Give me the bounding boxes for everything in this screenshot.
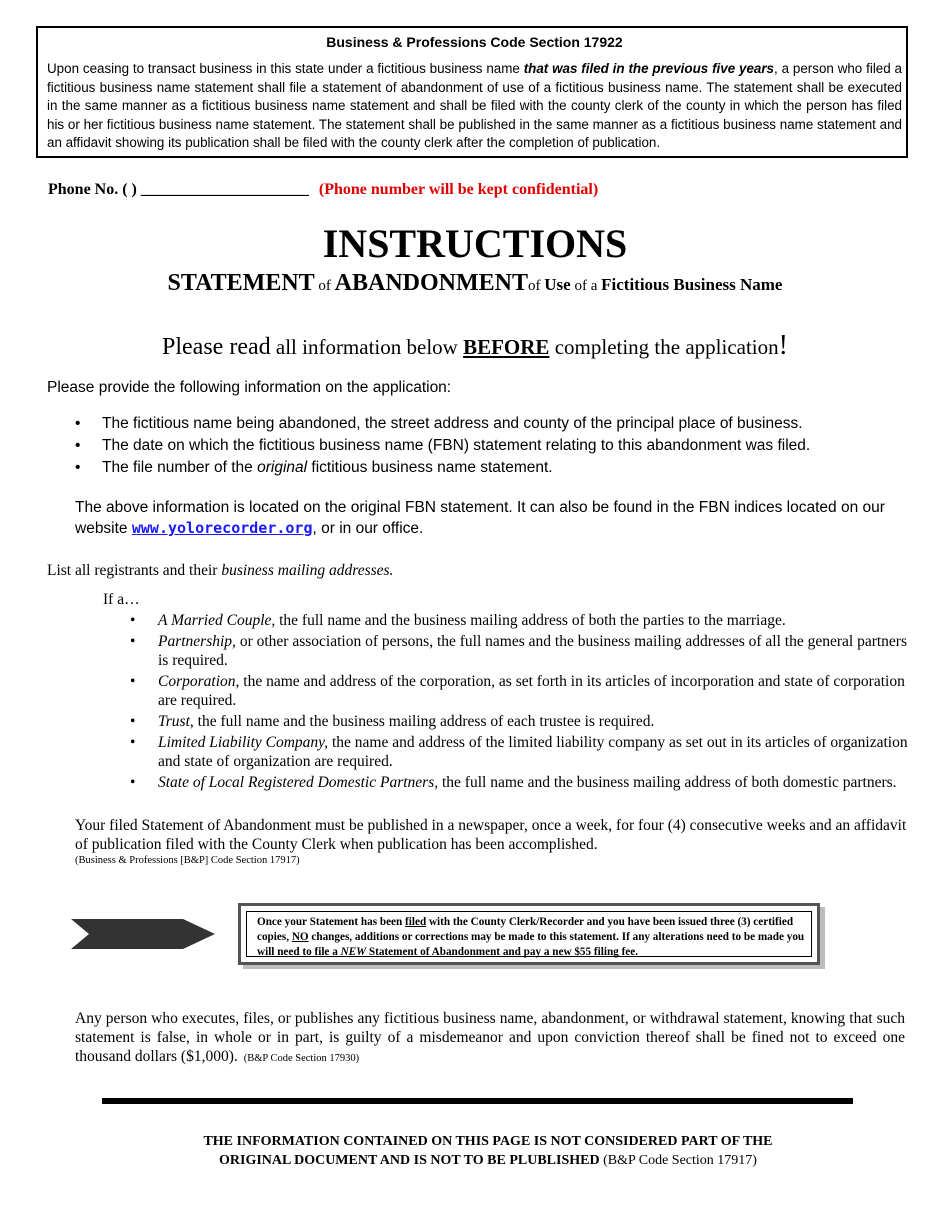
phone-number-line <box>48 181 598 199</box>
list-item: • A Married Couple, the full name and the business mailing address of both the parties to the marriage. <box>130 611 910 630</box>
list-item: • The date on which the fictitious business name (FBN) statement relating to this abandonment was filed. <box>75 436 915 458</box>
list-item: • Trust, the full name and the business mailing address of each trustee is required. <box>130 712 910 731</box>
before-emphasis: BEFORE <box>463 335 550 359</box>
footer-disclaimer: THE INFORMATION CONTAINED ON THIS PAGE IS NOT CONSIDERED PART OF THE ORIGINAL DOCUMENT AND IS NOT TO BE PLUBLISHED (B&P Code Section 17917) <box>203 1134 773 1168</box>
penalty-paragraph: Any person who executes, files, or publishes any fictitious business name, abandonment, or withdrawal statement, knowing that such statement is false, in whole or in part, is guilty of a misdemeanor and upon conviction thereof shall be fined not to exceed one thousand dollars ($1,000). (B&P Code Section 17930) <box>75 1010 905 1065</box>
list-item: • Partnership, or other association of persons, the full names and the business mailing addresses of all the general partners is required. <box>130 632 910 670</box>
list-item: • The file number of the original fictitious business name statement. <box>75 458 915 480</box>
publication-paragraph: Your filed Statement of Abandonment must be published in a newspaper, once a week, for four (4) consecutive weeks and an affidavit of publication filed with the County Clerk when publication has been accomplished. (Business & Professions [B&P] Code Section 17917) <box>75 816 915 868</box>
read-before-notice: Please read all information below BEFORE completing the application! <box>162 330 788 361</box>
five-years-emphasis: that was filed in the previous five years <box>523 61 774 76</box>
code-section-title: Business & Professions Code Section 17922 <box>326 34 623 50</box>
arrow-right-icon <box>71 918 217 950</box>
filing-notice-text: Once your Statement has been filed with the County Clerk/Recorder and you have been issued three (3) certified copies, NO changes, additions or corrections may be made to this statement. If any alterations need to be made you will need to file a NEW Statement of Abandonment and pay a new $55 filing fee. <box>246 911 812 957</box>
form-subtitle: STATEMENT of ABANDONMENTof Use of a Fictitious Business Name <box>167 270 783 296</box>
application-intro: Please provide the following information on the application: <box>47 379 452 396</box>
penalty-citation: (B&P Code Section 17930) <box>243 1053 360 1064</box>
phone-label: Phone No. ( ) _____________________ <box>48 181 309 198</box>
registrant-types-list <box>130 611 910 794</box>
list-item: • Limited Liability Company, the name and address of the limited liability company as set out in its articles of organization and state of organization are required. <box>130 733 910 771</box>
divider-bar <box>102 1098 853 1104</box>
filing-notice-box <box>238 903 820 965</box>
code-section-text: Upon ceasing to transact business in this state under a fictitious business name that was filed in the previous five years, a person who filed a fictitious business name statement shall file a statement of abandonment of use of a fictitious business name. The statement shall be executed in the same manner as a fictitious business name statement and shall be filed with the county clerk of the county in which the person has filed his or her fictitious business name statement. The statement shall be published in the same manner as a fictitious business name statement and an affidavit showing its publication shall be filed with the county clerk after the completion of publication. <box>47 61 902 150</box>
application-info-list <box>75 414 915 480</box>
list-item: • State of Local Registered Domestic Partners, the full name and the business mailing address of both domestic partners. <box>130 773 910 792</box>
list-item: • Corporation, the name and address of the corporation, as set forth in its articles of incorporation and state of corporation are required. <box>130 672 910 710</box>
website-link[interactable]: www.yolorecorder.org <box>131 519 313 537</box>
registrants-intro: List all registrants and their business mailing addresses. <box>47 562 394 579</box>
phone-confidential-note: (Phone number will be kept confidential) <box>318 181 599 198</box>
if-a-label: If a… <box>103 591 140 608</box>
list-item: • The fictitious name being abandoned, the street address and county of the principal place of business. <box>75 414 915 436</box>
publication-citation: (Business & Professions [B&P] Code Section 17917) <box>75 855 300 866</box>
fbn-location-paragraph: The above information is located on the original FBN statement. It can also be found in the FBN indices located on our website www.yolorecorder.org, or in our office. <box>75 499 885 537</box>
code-section-box <box>36 26 908 158</box>
page-title: INSTRUCTIONS <box>322 221 628 266</box>
